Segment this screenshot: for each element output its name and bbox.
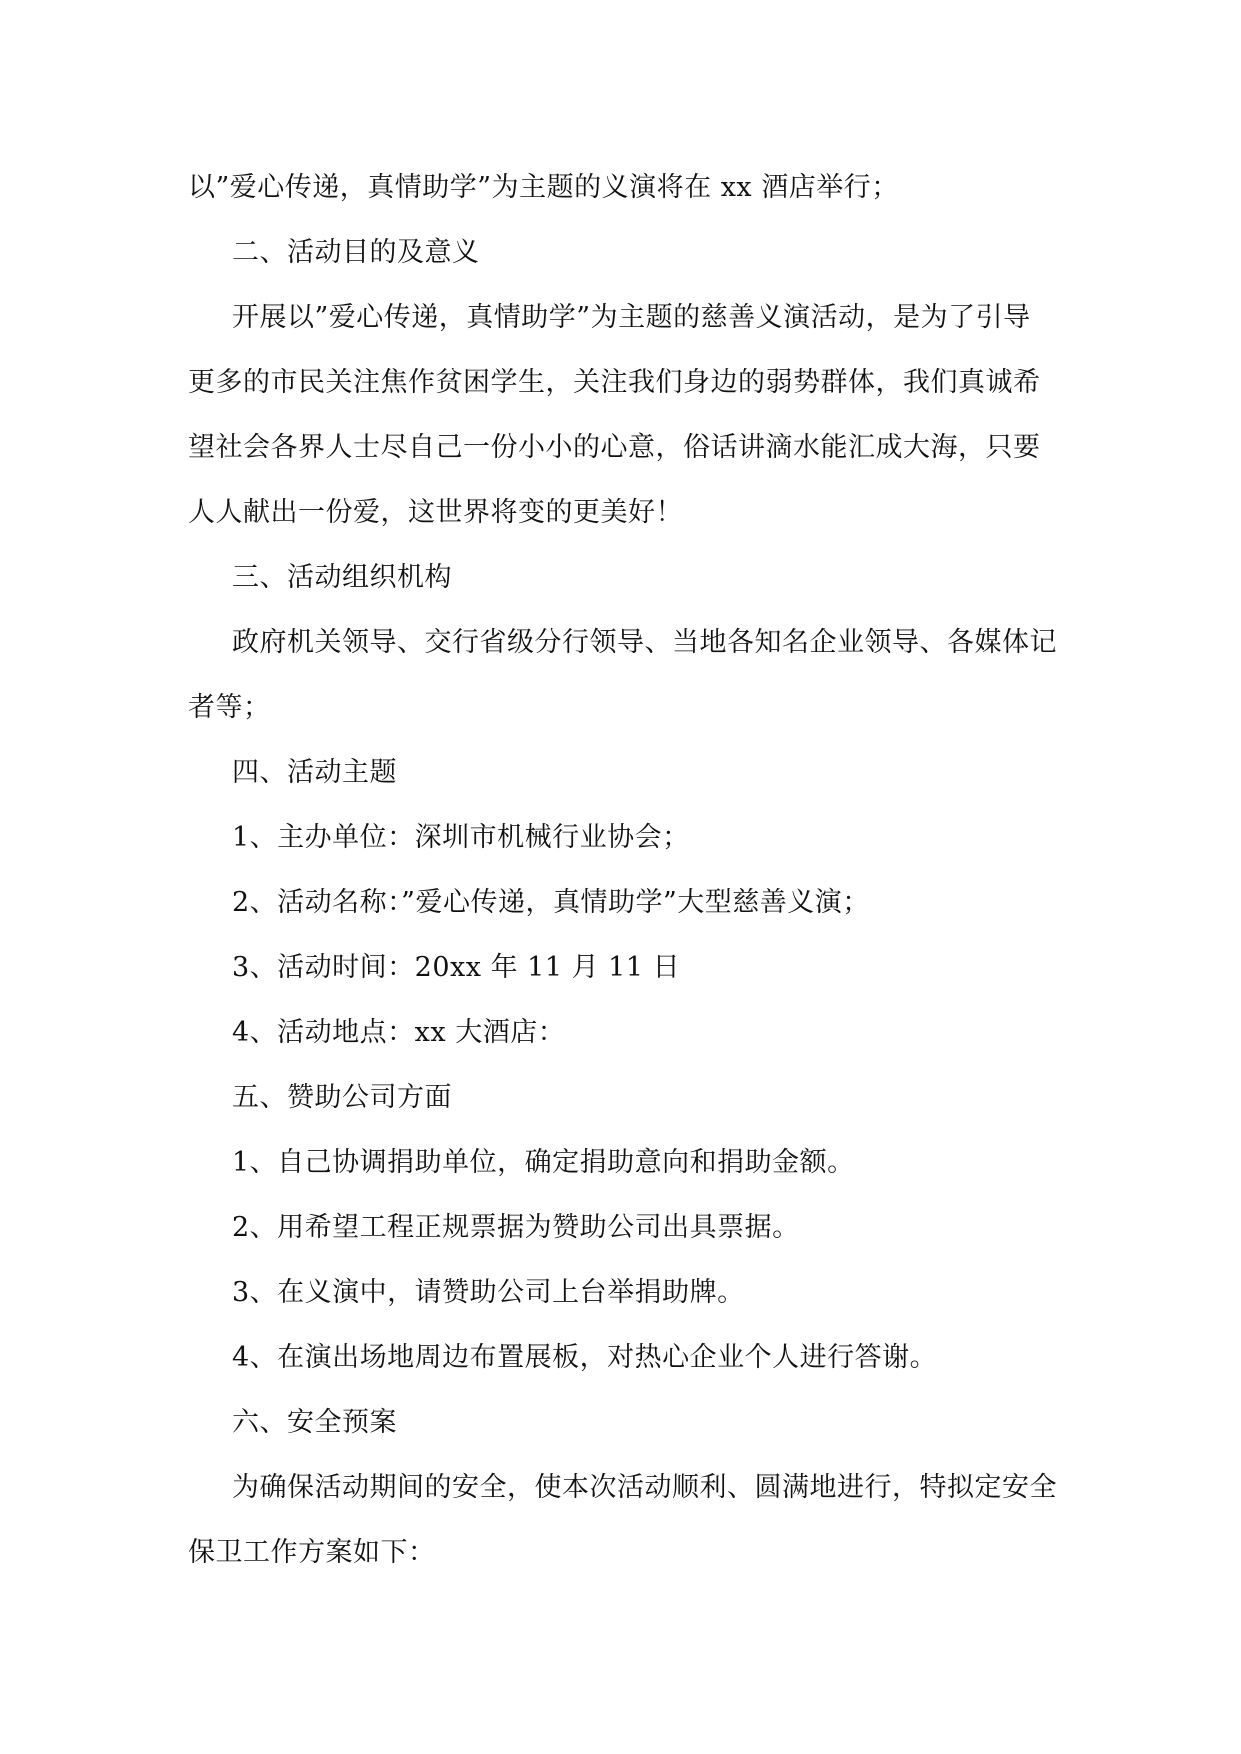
list-item-time: 3、活动时间：20xx 年 11 月 11 日 <box>232 952 681 983</box>
list-item-host: 1、主办单位：深圳市机械行业协会； <box>232 822 690 853</box>
list-item-sponsor-4: 4、在演出场地周边布置展板，对热心企业个人进行答谢。 <box>232 1342 938 1373</box>
section-heading-3: 三、活动组织机构 <box>232 562 452 593</box>
list-item-location: 4、活动地点：xx 大酒店： <box>232 1017 566 1048</box>
list-item-name: 2、活动名称：”爱心传递，真情助学”大型慈善义演； <box>232 887 870 918</box>
list-item-sponsor-3: 3、在义演中，请赞助公司上台举捐助牌。 <box>232 1277 745 1308</box>
paragraph-purpose: 开展以”爱心传递，真情助学”为主题的慈善义演活动，是为了引导更多的市民关注焦作贫困学生，关注我们身边的弱势群体，我们真诚希望社会各界人士尽自己一份小小的心意，俗话讲滴水能汇成大海，只要人人献出一份爱，这世界将变的更美好！ <box>188 302 1041 528</box>
list-item-sponsor-2: 2、用希望工程正规票据为赞助公司出具票据。 <box>232 1212 800 1243</box>
section-heading-5: 五、赞助公司方面 <box>232 1082 452 1113</box>
section-heading-4: 四、活动主题 <box>232 757 397 788</box>
paragraph-organizers: 政府机关领导、交行省级分行领导、当地各知名企业领导、各媒体记者等； <box>188 627 1057 723</box>
list-item-sponsor-1: 1、自己协调捐助单位，确定捐助意向和捐助金额。 <box>232 1147 855 1178</box>
paragraph-safety: 为确保活动期间的安全，使本次活动顺利、圆满地进行，特拟定安全保卫工作方案如下： <box>188 1472 1057 1568</box>
section-heading-6: 六、安全预案 <box>232 1407 397 1438</box>
section-heading-2: 二、活动目的及意义 <box>232 237 480 268</box>
document-body <box>188 155 1058 1585</box>
paragraph-continuation: 以”爱心传递，真情助学”为主题的义演将在 xx 酒店举行； <box>188 172 899 203</box>
